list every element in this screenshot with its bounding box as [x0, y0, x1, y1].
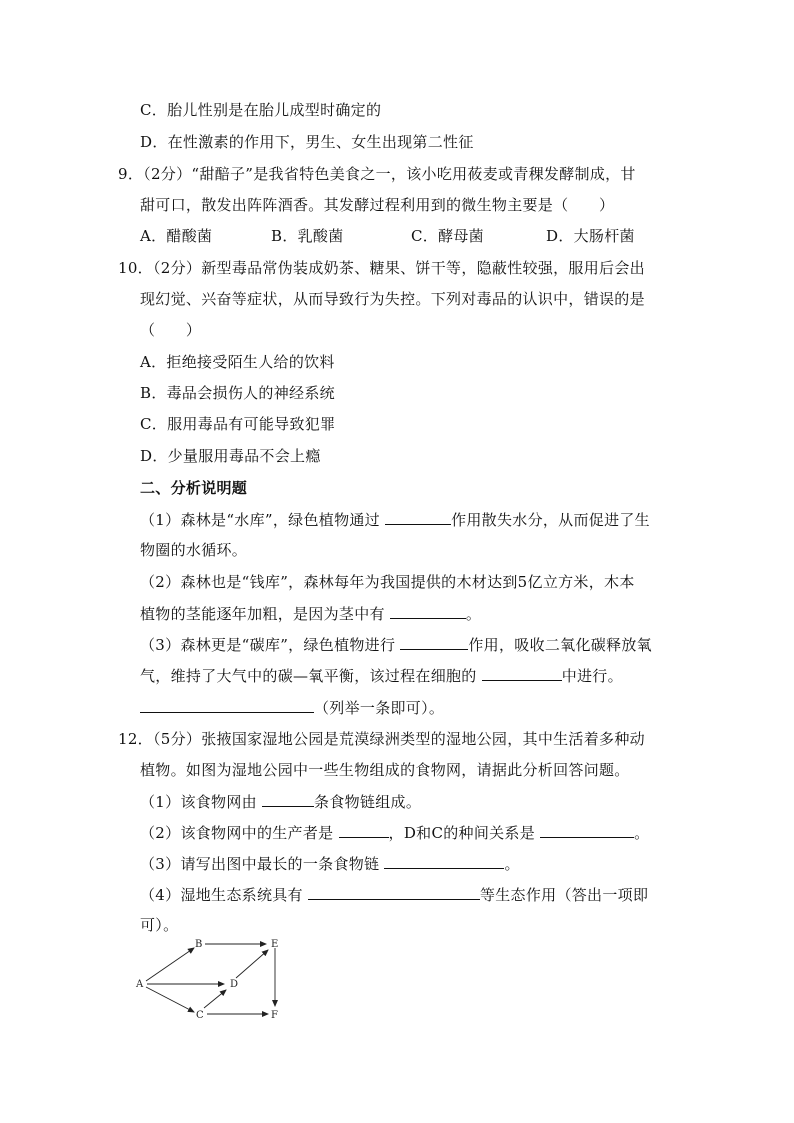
answer-blank[interactable] [262, 791, 314, 807]
q11-part3-line1 [140, 634, 652, 655]
node-f: F [271, 1010, 278, 1021]
arrow-a-to-b [146, 948, 194, 981]
answer-blank[interactable] [385, 509, 451, 525]
q10-option-d: D．少量服用毒品不会上瘾 [140, 447, 321, 465]
q12-sub2-text-c: 。 [634, 824, 650, 842]
q11-part2-text-a: 植物的茎能逐年加粗，是因为茎中有 [140, 605, 385, 623]
q11-part1-line2: 物圈的水循环。 [140, 541, 248, 559]
q10-option-b: B．毒品会损伤人的神经系统 [140, 384, 335, 402]
answer-blank[interactable] [390, 603, 466, 619]
q9-option-c: C．酵母菌 [411, 227, 484, 245]
q12-sub2-text-b: ，D和C的种间关系是 [388, 824, 536, 842]
answer-blank[interactable] [400, 634, 468, 650]
q8-option-d: D．在性激素的作用下，男生、女生出现第二性征 [140, 133, 474, 151]
answer-blank[interactable] [540, 822, 634, 838]
q12-sub3 [140, 853, 520, 874]
q12-sub4-line1 [140, 884, 648, 905]
q9-stem-line2: 甜可口，散发出阵阵酒香。其发酵过程利用到的微生物主要是（ ） [140, 196, 615, 214]
q9-option-b: B．乳酸菌 [271, 227, 344, 245]
q11-part1-text-b: 作用散失水分，从而促进了生 [451, 511, 650, 529]
q12-sub3-text-b: 。 [504, 855, 520, 873]
q11-part3-text-d: 中进行。 [561, 667, 623, 685]
q12-stem-line1: 12．（5分）张掖国家湿地公园是荒漠绿洲类型的湿地公园，其中生活着多种动 [118, 730, 645, 748]
node-c: C [196, 1010, 204, 1021]
q11-part3-line2 [140, 665, 623, 686]
node-e: E [271, 939, 279, 950]
node-d: D [230, 979, 239, 990]
q11-part2-line1: （2）森林也是“钱库”，森林每年为我国提供的木材达到5亿立方米，木本 [140, 573, 635, 591]
answer-blank[interactable] [308, 884, 480, 900]
q9-option-a: A．醋酸菌 [140, 227, 213, 245]
q8-option-c: C．胎儿性别是在胎儿成型时确定的 [140, 101, 382, 119]
q9-option-d: D．大肠杆菌 [546, 227, 635, 245]
q12-stem-line2: 植物。如图为湿地公园中一些生物组成的食物网，请据此分析回答问题。 [140, 761, 630, 779]
q11-part3-text-a: （3）森林更是“碳库”，绿色植物进行 [140, 636, 396, 654]
q11-part1-text-a: （1）森林是“水库”，绿色植物通过 [140, 511, 380, 529]
q12-sub2 [140, 822, 649, 843]
q9-options [140, 226, 635, 246]
q12-sub4-text-b: 等生态作用（答出一项即 [479, 886, 649, 904]
q12-sub1 [140, 791, 421, 812]
section-title: 二、分析说明题 [140, 479, 248, 497]
q11-part2-text-b: 。 [465, 605, 482, 623]
q11-part3-text-c: 气，维持了大气中的碳—氧平衡，该过程在细胞的 [140, 667, 477, 685]
q9-stem-line1: 9．（2分）“甜醅子”是我省特色美食之一，该小吃用莜麦或青稞发酵制成，甘 [118, 165, 636, 183]
q10-stem-line1: 10．（2分）新型毒品常伪装成奶茶、糖果、饼干等，隐蔽性较强，服用后会出 [118, 259, 645, 277]
arrow-d-to-e [236, 950, 268, 978]
q10-stem-line2: 现幻觉、兴奋等症状，从而导致行为失控。下列对毒品的认识中，错误的是 [140, 290, 645, 308]
answer-blank[interactable] [339, 822, 389, 838]
q12-sub4-line2: 可）。 [140, 916, 179, 934]
q11-part1-line1 [140, 509, 650, 530]
q11-part3-text-b: 作用，吸收二氧化碳释放氧 [468, 636, 652, 654]
arrow-c-to-d [204, 990, 226, 1008]
answer-blank[interactable] [140, 697, 314, 713]
answer-blank[interactable] [384, 853, 504, 869]
arrow-a-to-c [146, 987, 194, 1012]
food-web-diagram [130, 932, 300, 1027]
q10-stem-line3: （ ） [140, 321, 202, 339]
q12-sub4-text-a: （4）湿地生态系统具有 [140, 886, 303, 904]
q11-part3-line3 [140, 697, 444, 718]
q10-option-c: C．服用毒品有可能导致犯罪 [140, 415, 336, 433]
q10-option-a: A．拒绝接受陌生人给的饮料 [140, 353, 335, 371]
node-b: B [195, 939, 203, 950]
q11-part3-text-e: （列举一条即可）。 [314, 699, 445, 717]
node-a: A [136, 979, 144, 990]
q12-sub3-text-a: （3）请写出图中最长的一条食物链 [140, 855, 380, 873]
answer-blank[interactable] [482, 665, 562, 681]
q12-sub2-text-a: （2）该食物网中的生产者是 [140, 824, 334, 842]
q12-sub1-text-b: 条食物链组成。 [314, 793, 422, 811]
q11-part2-line2 [140, 603, 481, 624]
q12-sub1-text-a: （1）该食物网由 [140, 793, 257, 811]
